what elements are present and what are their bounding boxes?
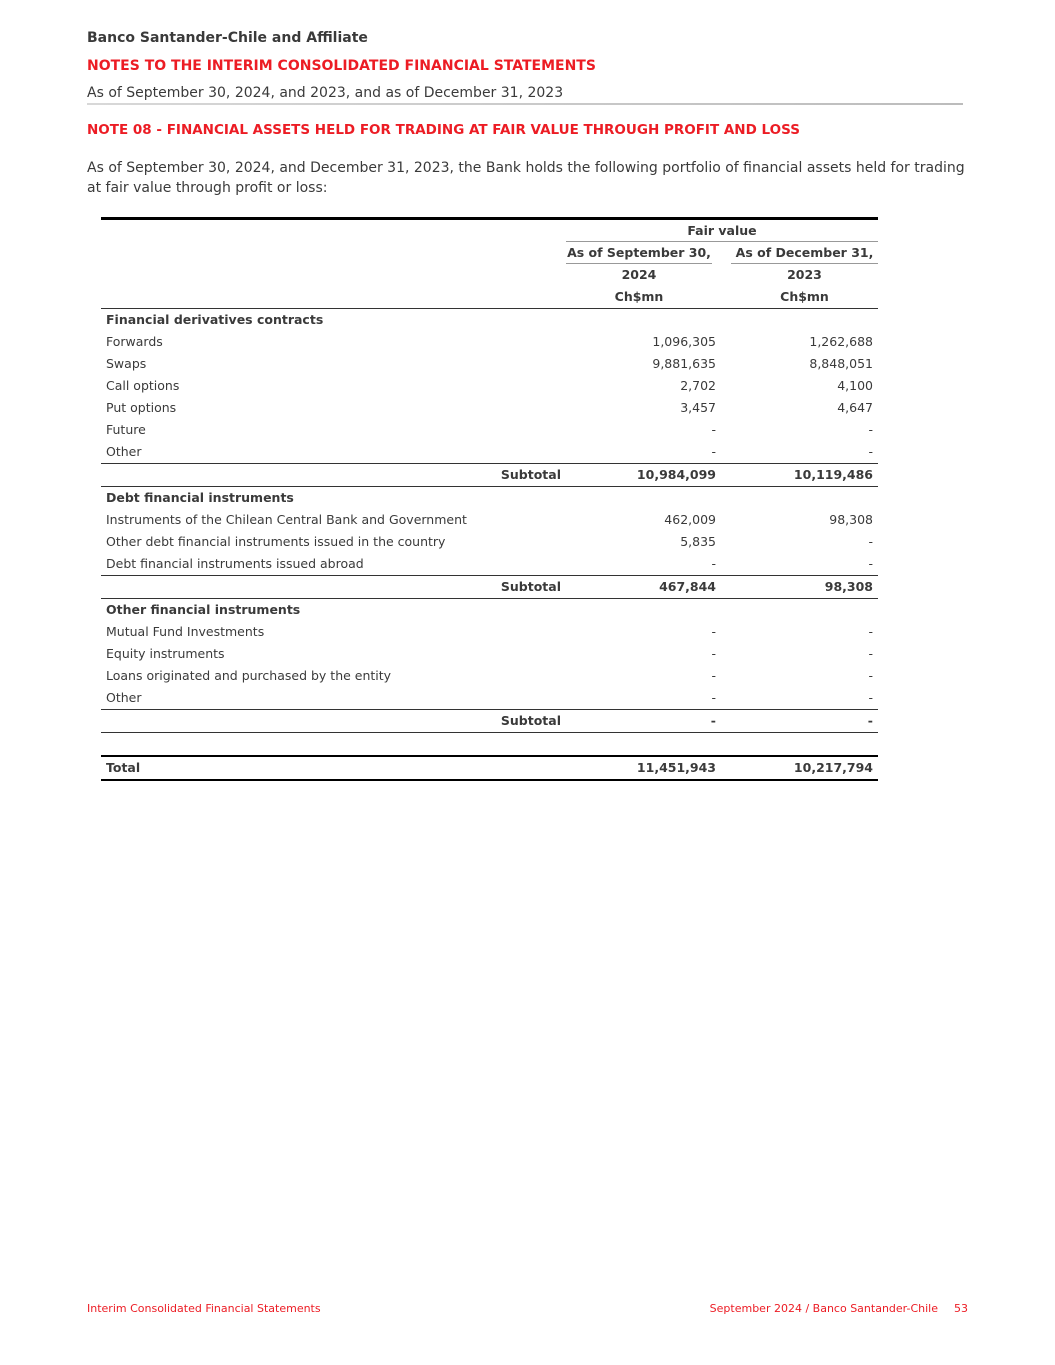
- row-value-2023: -: [868, 534, 873, 549]
- notes-title: NOTES TO THE INTERIM CONSOLIDATED FINANCIAL STATEMENTS: [87, 58, 596, 74]
- total-value-2023: 10,217,794: [793, 760, 873, 775]
- footer-left: Interim Consolidated Financial Statements: [87, 1302, 321, 1315]
- subtotal-value-2024: 10,984,099: [636, 467, 716, 482]
- table-header-row-1: [101, 220, 878, 242]
- table-row: [101, 441, 878, 464]
- table-row: [101, 509, 878, 531]
- section-title: Debt financial instruments: [106, 490, 294, 505]
- subtotal-value-2023: -: [867, 713, 873, 728]
- row-value-2023: -: [868, 444, 873, 459]
- row-label: Call options: [106, 378, 180, 393]
- section-title: Financial derivatives contracts: [106, 312, 324, 327]
- row-label: Mutual Fund Investments: [106, 624, 265, 639]
- table-row: [101, 419, 878, 441]
- row-value-2023: -: [868, 668, 873, 683]
- row-label: Swaps: [106, 356, 147, 371]
- total-label: Total: [106, 760, 141, 775]
- row-label: Equity instruments: [106, 646, 225, 661]
- table-header-row-2: [101, 242, 878, 264]
- note-intro: As of September 30, 2024, and December 31, 2023, the Bank holds the following portfolio of financial assets held for trading at fair value through profit or loss:: [87, 160, 965, 196]
- subtotal-label: Subtotal: [500, 467, 561, 482]
- row-value-2023: 4,647: [837, 400, 873, 415]
- row-value-2023: -: [868, 690, 873, 705]
- subtotal-row: [101, 576, 878, 599]
- row-value-2023: 98,308: [829, 512, 873, 527]
- subtotal-value-2024: -: [710, 713, 716, 728]
- header-rule: [87, 103, 963, 105]
- section-title-row: [101, 599, 878, 621]
- row-value-2023: 8,848,051: [809, 356, 873, 371]
- row-label: Instruments of the Chilean Central Bank and Government: [106, 512, 467, 527]
- row-value-2023: 4,100: [837, 378, 873, 393]
- table-header-row-4: [101, 286, 878, 309]
- section-title: Other financial instruments: [106, 602, 301, 617]
- row-value-2024: -: [711, 668, 716, 683]
- row-label: Other: [106, 690, 142, 705]
- table-row: [101, 531, 878, 553]
- spacer-row: [101, 733, 878, 755]
- company-name: Banco Santander-Chile and Affiliate: [87, 30, 368, 46]
- table-row: [101, 397, 878, 419]
- row-label: Forwards: [106, 334, 163, 349]
- row-value-2024: 5,835: [680, 534, 716, 549]
- section-title-row: [101, 309, 878, 331]
- row-value-2024: 2,702: [680, 378, 716, 393]
- page-number: 53: [954, 1302, 968, 1315]
- subtotal-row: [101, 710, 878, 733]
- row-label: Loans originated and purchased by the entity: [106, 668, 392, 683]
- row-label: Put options: [106, 400, 177, 415]
- table-row: [101, 665, 878, 687]
- col2-unit-header: Ch$mn: [780, 289, 829, 304]
- row-value-2024: -: [711, 646, 716, 661]
- row-value-2024: 462,009: [664, 512, 716, 527]
- row-label: Debt financial instruments issued abroad: [106, 556, 364, 571]
- row-value-2024: 1,096,305: [652, 334, 716, 349]
- total-value-2024: 11,451,943: [636, 760, 716, 775]
- row-value-2023: -: [868, 624, 873, 639]
- table-row: [101, 643, 878, 665]
- row-value-2024: -: [711, 624, 716, 639]
- note-title: NOTE 08 - FINANCIAL ASSETS HELD FOR TRADING AT FAIR VALUE THROUGH PROFIT AND LOSS: [87, 122, 800, 138]
- table-header-row-3: [101, 264, 878, 286]
- row-value-2023: -: [868, 646, 873, 661]
- row-value-2024: -: [711, 444, 716, 459]
- col1-unit-header: Ch$mn: [614, 289, 664, 304]
- row-label: Other debt financial instruments issued in the country: [106, 534, 446, 549]
- total-row: [101, 755, 878, 781]
- table-row: [101, 687, 878, 710]
- table-row: [101, 375, 878, 397]
- table-row: [101, 331, 878, 353]
- fair-value-table: [101, 217, 878, 781]
- row-label: Future: [106, 422, 146, 437]
- subtotal-label: Subtotal: [500, 713, 561, 728]
- section-title-row: [101, 487, 878, 509]
- table-row: [101, 621, 878, 643]
- col1-date-header: As of September 30,: [566, 242, 712, 264]
- row-label: Other: [106, 444, 142, 459]
- row-value-2024: -: [711, 556, 716, 571]
- subtotal-label: Subtotal: [500, 579, 561, 594]
- row-value-2024: -: [711, 690, 716, 705]
- row-value-2023: -: [868, 556, 873, 571]
- footer-right: [710, 1302, 968, 1315]
- date-line: As of September 30, 2024, and 2023, and as of December 31, 2023: [87, 85, 564, 101]
- subtotal-row: [101, 464, 878, 487]
- row-value-2024: 3,457: [680, 400, 716, 415]
- row-value-2024: 9,881,635: [652, 356, 716, 371]
- table-row: [101, 353, 878, 375]
- footer-right-text: September 2024 / Banco Santander-Chile: [709, 1302, 938, 1315]
- col2-date-header: As of December 31,: [731, 242, 878, 264]
- table-row: [101, 553, 878, 576]
- col1-year-header: 2024: [621, 267, 657, 282]
- row-value-2023: -: [868, 422, 873, 437]
- subtotal-value-2024: 467,844: [659, 579, 716, 594]
- subtotal-value-2023: 98,308: [824, 579, 873, 594]
- fair-value-header: Fair value: [566, 220, 878, 242]
- row-value-2024: -: [711, 422, 716, 437]
- row-value-2023: 1,262,688: [809, 334, 873, 349]
- col2-year-header: 2023: [787, 267, 822, 282]
- subtotal-value-2023: 10,119,486: [793, 467, 873, 482]
